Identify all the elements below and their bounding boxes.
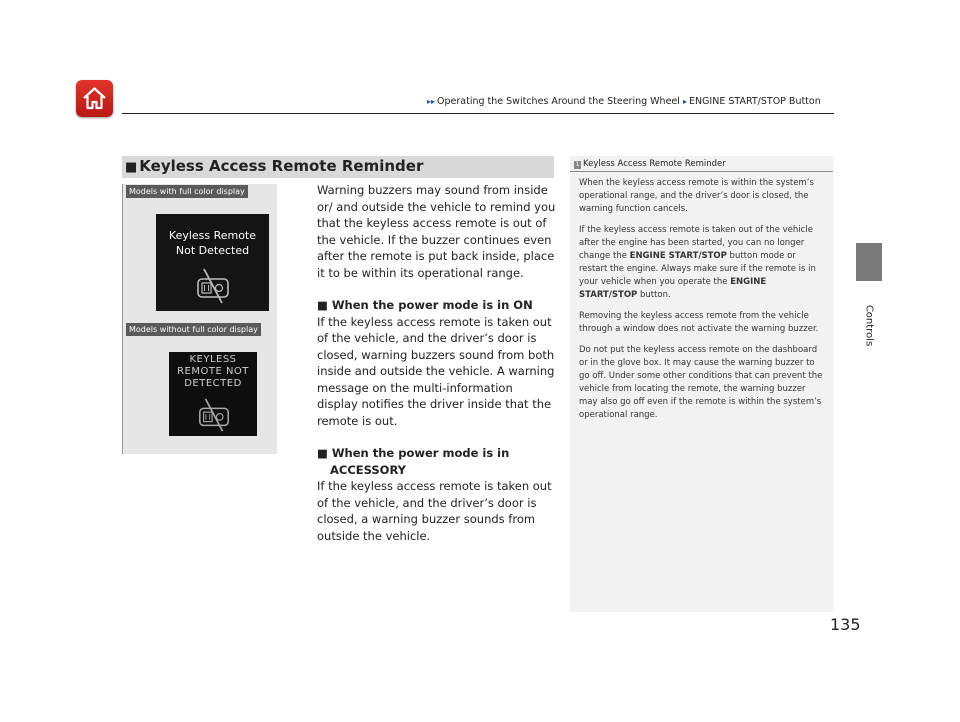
subheading-accessory-line2: ACCESSORY	[330, 462, 407, 477]
note-p2-engine-button-2: ENGINE START/STOP	[579, 277, 767, 300]
subheading-accessory-line1: When the power mode is in	[331, 446, 510, 460]
display-mono	[169, 352, 257, 436]
accessory-paragraph: If the keyless access remote is taken out of the vehicle, and the driver’s door is closed, a warning buzzer sounds from outside the vehicle.	[317, 479, 552, 543]
display-mono-line1: KEYLESS	[189, 354, 237, 365]
breadcrumb-item-engine-button[interactable]: ENGINE START/STOP Button	[688, 96, 821, 107]
note-paragraph-1: When the keyless access remote is within the system’s operational range, and the driver’s door is closed, the warning function cancels.	[579, 178, 814, 214]
section-title-text: Keyless Access Remote Reminder	[139, 157, 424, 175]
home-icon	[80, 84, 109, 113]
main-body	[317, 182, 557, 544]
label-mono-models: Models without full color display	[126, 323, 261, 336]
display-mono-line3: DETECTED	[184, 378, 242, 389]
intro-paragraph: Warning buzzers may sound from inside or/ and outside the vehicle to remind you that the keyless access remote is out of the vehicle. If the buzzer continues even after the remote is put back inside, place it to be within its operational range.	[317, 183, 556, 280]
note-paragraph-2	[579, 224, 825, 302]
note-p2-text-e: button.	[637, 290, 671, 300]
display-full-color-message	[156, 228, 269, 258]
note-p2-text-a: If the keyless access remote is taken out of the vehicle after the engine has been started, you can no longer change the	[579, 225, 813, 261]
note-paragraph-3: Removing the keyless access remote from the vehicle through a window does not activate the warning buzzer.	[579, 311, 819, 334]
chapter-tab-marker[interactable]	[856, 243, 882, 281]
display-mono-message	[169, 354, 257, 390]
display-full-color	[156, 214, 269, 311]
notes-title	[574, 159, 726, 169]
subheading-accessory	[317, 445, 557, 478]
chapter-tab-label[interactable]: Controls	[863, 304, 875, 347]
section-title	[125, 157, 423, 175]
keyless-remote-crossed-icon	[192, 267, 234, 305]
breadcrumb-arrow-icon: ▸▸	[427, 97, 436, 106]
header-divider	[122, 113, 834, 114]
section-square-icon: ■	[125, 160, 138, 175]
note-p2-engine-button-1: ENGINE START/STOP	[629, 251, 727, 261]
display-full-color-line2: Not Detected	[175, 244, 250, 257]
breadcrumb	[427, 96, 821, 107]
keyless-remote-crossed-icon	[194, 397, 234, 433]
notes-body	[579, 177, 825, 430]
power-on-paragraph: If the keyless access remote is taken out of the vehicle, and the driver’s door is closed, warning buzzers sound from both inside and outside the vehicle. A warning message on the multi-information display notifies the driver inside that the remote is out.	[317, 314, 555, 428]
subheading-power-on-text: When the power mode is in ON	[331, 298, 533, 312]
notes-title-text: Keyless Access Remote Reminder	[583, 159, 726, 169]
notes-divider	[570, 171, 833, 172]
breadcrumb-arrow-icon: ▸	[682, 97, 687, 106]
page-number: 135	[830, 615, 861, 634]
home-button[interactable]	[76, 80, 113, 117]
display-full-color-line1: Keyless Remote	[168, 229, 257, 242]
display-mono-line2: REMOTE NOT	[177, 366, 249, 377]
note-p2-text-c: button mode or restart the engine. Always make sure if the remote is in your vehicle when you operate the	[579, 251, 816, 287]
subheading-square-icon: ■	[317, 446, 328, 460]
subheading-square-icon: ■	[317, 298, 328, 312]
subheading-power-on	[317, 297, 557, 314]
breadcrumb-item-switches[interactable]: Operating the Switches Around the Steering Wheel	[437, 96, 680, 107]
note-index-icon: 1	[575, 161, 580, 168]
label-full-color-models: Models with full color display	[126, 185, 248, 198]
note-paragraph-4: Do not put the keyless access remote on the dashboard or in the glove box. It may cause the warning buzzer to go off. Under some other conditions that can prevent the vehicle from locating the remote, the warning buzzer may also go off even if the remote is within the system’s operational range.	[579, 345, 823, 420]
section-heading-bar	[122, 156, 554, 178]
